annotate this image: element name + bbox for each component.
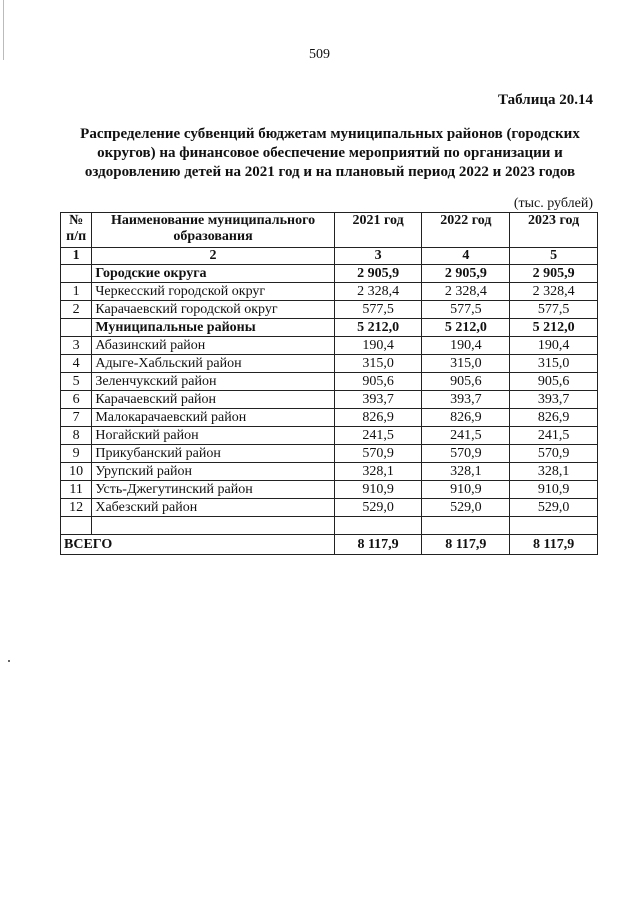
page-number: 509 bbox=[309, 47, 330, 62]
row-value-2021: 577,5 bbox=[334, 301, 422, 319]
row-value-2022: 2 328,4 bbox=[422, 283, 510, 301]
table-body bbox=[61, 265, 598, 517]
row-value-2022: 910,9 bbox=[422, 481, 510, 499]
row-name: Муниципальные районы bbox=[92, 319, 334, 337]
row-number: 4 bbox=[61, 355, 92, 373]
table-row bbox=[61, 337, 598, 355]
row-value-2022: 826,9 bbox=[422, 409, 510, 427]
header-row bbox=[61, 213, 598, 248]
empty-row bbox=[61, 517, 598, 535]
row-number: 10 bbox=[61, 463, 92, 481]
row-number: 12 bbox=[61, 499, 92, 517]
row-value-2023: 2 328,4 bbox=[510, 283, 598, 301]
row-value-2023: 315,0 bbox=[510, 355, 598, 373]
row-value-2022: 577,5 bbox=[422, 301, 510, 319]
row-name: Ногайский район bbox=[92, 427, 334, 445]
row-value-2021: 241,5 bbox=[334, 427, 422, 445]
total-label: ВСЕГО bbox=[61, 535, 335, 555]
row-value-2023: 2 905,9 bbox=[510, 265, 598, 283]
row-name: Урупский район bbox=[92, 463, 334, 481]
header-2021: 2021 год bbox=[334, 213, 422, 248]
row-number: 9 bbox=[61, 445, 92, 463]
table-row bbox=[61, 265, 598, 283]
row-value-2021: 570,9 bbox=[334, 445, 422, 463]
row-name: Адыге-Хабльский район bbox=[92, 355, 334, 373]
table-row bbox=[61, 499, 598, 517]
row-name: Городские округа bbox=[92, 265, 334, 283]
row-value-2022: 190,4 bbox=[422, 337, 510, 355]
row-value-2021: 2 328,4 bbox=[334, 283, 422, 301]
header-2022: 2022 год bbox=[422, 213, 510, 248]
row-number: 8 bbox=[61, 427, 92, 445]
row-number: 2 bbox=[61, 301, 92, 319]
header-2023: 2023 год bbox=[510, 213, 598, 248]
table-row bbox=[61, 427, 598, 445]
table-row bbox=[61, 319, 598, 337]
row-value-2021: 905,6 bbox=[334, 373, 422, 391]
row-value-2022: 328,1 bbox=[422, 463, 510, 481]
row-value-2023: 905,6 bbox=[510, 373, 598, 391]
row-number: 5 bbox=[61, 373, 92, 391]
column-index: 5 bbox=[510, 248, 598, 265]
row-value-2022: 570,9 bbox=[422, 445, 510, 463]
row-value-2021: 190,4 bbox=[334, 337, 422, 355]
row-value-2023: 910,9 bbox=[510, 481, 598, 499]
row-value-2023: 190,4 bbox=[510, 337, 598, 355]
row-number: 7 bbox=[61, 409, 92, 427]
row-value-2021: 328,1 bbox=[334, 463, 422, 481]
row-value-2023: 241,5 bbox=[510, 427, 598, 445]
row-number: 1 bbox=[61, 283, 92, 301]
row-value-2021: 2 905,9 bbox=[334, 265, 422, 283]
column-index: 2 bbox=[92, 248, 334, 265]
row-number: 3 bbox=[61, 337, 92, 355]
table-row bbox=[61, 409, 598, 427]
row-value-2022: 393,7 bbox=[422, 391, 510, 409]
row-value-2021: 529,0 bbox=[334, 499, 422, 517]
row-value-2023: 570,9 bbox=[510, 445, 598, 463]
total-2021: 8 117,9 bbox=[334, 535, 422, 555]
table-row bbox=[61, 373, 598, 391]
row-value-2023: 328,1 bbox=[510, 463, 598, 481]
row-value-2023: 826,9 bbox=[510, 409, 598, 427]
column-index: 4 bbox=[422, 248, 510, 265]
row-value-2021: 315,0 bbox=[334, 355, 422, 373]
table-row bbox=[61, 481, 598, 499]
row-value-2022: 241,5 bbox=[422, 427, 510, 445]
row-name: Черкесский городской округ bbox=[92, 283, 334, 301]
row-number: 6 bbox=[61, 391, 92, 409]
total-2023: 8 117,9 bbox=[510, 535, 598, 555]
row-name: Усть-Джегутинский район bbox=[92, 481, 334, 499]
row-name: Зеленчукский район bbox=[92, 373, 334, 391]
table-row bbox=[61, 463, 598, 481]
header-name: Наименование муниципального образования bbox=[92, 213, 334, 248]
row-value-2022: 529,0 bbox=[422, 499, 510, 517]
header-no: № п/п bbox=[61, 213, 92, 248]
row-name: Абазинский район bbox=[92, 337, 334, 355]
total-2022: 8 117,9 bbox=[422, 535, 510, 555]
subvention-table bbox=[60, 212, 598, 555]
table-label: Таблица 20.14 bbox=[498, 92, 593, 108]
row-name: Прикубанский район bbox=[92, 445, 334, 463]
row-number: 11 bbox=[61, 481, 92, 499]
row-number bbox=[61, 265, 92, 283]
row-value-2023: 529,0 bbox=[510, 499, 598, 517]
table-title: Распределение субвенций бюджетам муниципальных районов (городских округов) на финансовое обеспечение мероприятий по организации и оздоровлению детей на 2021 год и на плановый период 2022 и 2023 годов bbox=[80, 126, 580, 180]
row-value-2023: 577,5 bbox=[510, 301, 598, 319]
table-row bbox=[61, 391, 598, 409]
row-value-2021: 5 212,0 bbox=[334, 319, 422, 337]
units-note: (тыс. рублей) bbox=[513, 196, 593, 211]
row-name: Хабезский район bbox=[92, 499, 334, 517]
row-value-2022: 315,0 bbox=[422, 355, 510, 373]
row-value-2023: 393,7 bbox=[510, 391, 598, 409]
scan-speck bbox=[8, 660, 10, 662]
row-name: Карачаевский район bbox=[92, 391, 334, 409]
row-name: Малокарачаевский район bbox=[92, 409, 334, 427]
row-value-2022: 905,6 bbox=[422, 373, 510, 391]
row-number bbox=[61, 319, 92, 337]
table-row bbox=[61, 355, 598, 373]
column-index: 1 bbox=[61, 248, 92, 265]
table-row bbox=[61, 301, 598, 319]
row-name: Карачаевский городской округ bbox=[92, 301, 334, 319]
column-index-row bbox=[61, 248, 598, 265]
row-value-2021: 826,9 bbox=[334, 409, 422, 427]
table-row bbox=[61, 445, 598, 463]
row-value-2022: 2 905,9 bbox=[422, 265, 510, 283]
total-row bbox=[61, 535, 598, 555]
row-value-2021: 910,9 bbox=[334, 481, 422, 499]
column-index: 3 bbox=[334, 248, 422, 265]
row-value-2022: 5 212,0 bbox=[422, 319, 510, 337]
row-value-2023: 5 212,0 bbox=[510, 319, 598, 337]
row-value-2021: 393,7 bbox=[334, 391, 422, 409]
table-row bbox=[61, 283, 598, 301]
